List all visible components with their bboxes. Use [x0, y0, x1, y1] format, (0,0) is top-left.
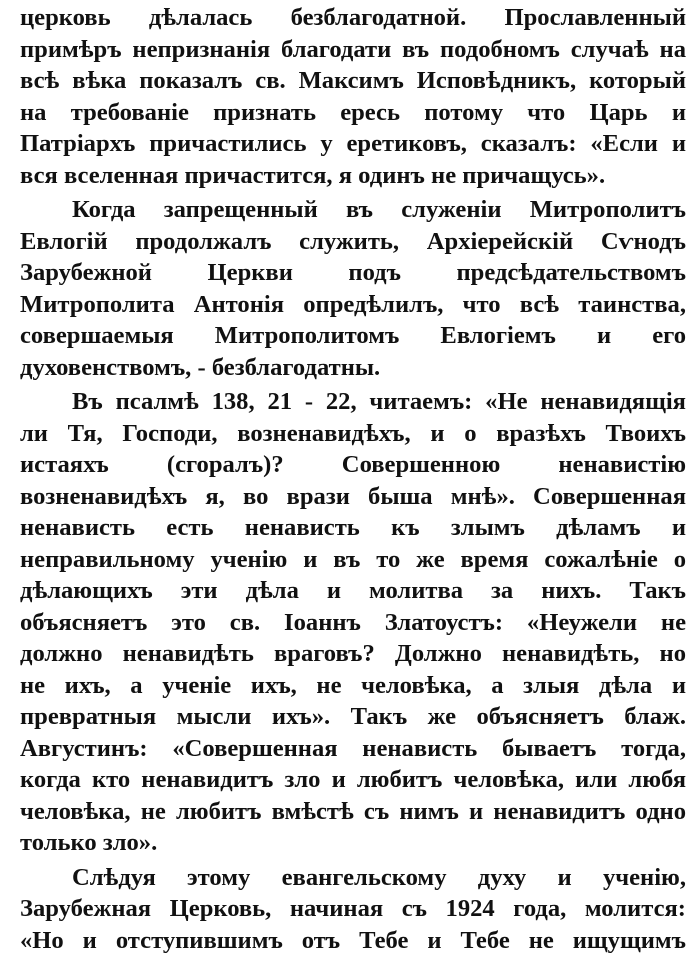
text-line: Митрополита Антонія опредѣлилъ, что всѣ таинства,: [20, 289, 686, 321]
text-line: когда кто ненавидитъ зло и любитъ человѣка, или любя: [20, 764, 686, 796]
paragraph: [20, 2, 686, 191]
text-line: превратныя мысли ихъ». Такъ же объясняетъ блаж.: [20, 701, 686, 733]
text-line: на требованіе признать ересь потому что Царь и: [20, 97, 686, 129]
text-line: только зло».: [20, 827, 686, 859]
text-body: [20, 2, 686, 956]
text-line: церковь дѣлалась безблагодатной. Прославленный: [20, 2, 686, 34]
text-line: Когда запрещенный въ служеніи Митрополитъ: [20, 194, 686, 226]
text-line: примѣръ непризнанія благодати въ подобномъ случаѣ на: [20, 34, 686, 66]
text-line: ли Тя, Господи, возненавидѣхъ, и о вразѣхъ Твоихъ: [20, 418, 686, 450]
text-line: не ихъ, а ученіе ихъ, не человѣка, а злыя дѣла и: [20, 670, 686, 702]
text-line: истаяхъ (сгоралъ)? Совершенною ненавистію: [20, 449, 686, 481]
text-line: духовенствомъ, - безблагодатны.: [20, 352, 686, 384]
text-line: всѣ вѣка показалъ св. Максимъ Исповѣдникъ, который: [20, 65, 686, 97]
text-line: Патріархъ причастились у еретиковъ, сказалъ: «Если и: [20, 128, 686, 160]
text-line: возненавидѣхъ я, во врази быша мнѣ». Совершенная: [20, 481, 686, 513]
text-line: Въ псалмѣ 138, 21 - 22, читаемъ: «Не ненавидящія: [20, 386, 686, 418]
text-line: «Но и отступившимъ отъ Тебе и Тебе не ищущимъ: [20, 925, 686, 956]
text-line: Евлогій продолжалъ служить, Архіерейскій Сѵнодъ: [20, 226, 686, 258]
text-line: вся вселенная причастится, я одинъ не причащусь».: [20, 160, 686, 192]
text-line: Зарубежная Церковь, начиная съ 1924 года, молится:: [20, 893, 686, 925]
text-line: Августинъ: «Совершенная ненависть бываетъ тогда,: [20, 733, 686, 765]
text-line: человѣка, не любитъ вмѣстѣ съ нимъ и ненавидитъ одно: [20, 796, 686, 828]
text-line: ненависть есть ненависть къ злымъ дѣламъ и: [20, 512, 686, 544]
paragraph: [20, 862, 686, 956]
paragraph: [20, 386, 686, 859]
text-line: должно ненавидѣть враговъ? Должно ненавидѣть, но: [20, 638, 686, 670]
text-line: дѣлающихъ эти дѣла и молитва за нихъ. Такъ: [20, 575, 686, 607]
text-line: Слѣдуя этому евангельскому духу и ученію,: [20, 862, 686, 894]
text-line: совершаемыя Митрополитомъ Евлогіемъ и его: [20, 320, 686, 352]
paragraph: [20, 194, 686, 383]
text-line: Зарубежной Церкви подъ предсѣдательствомъ: [20, 257, 686, 289]
text-line: объясняетъ это св. Іоаннъ Златоустъ: «Неужели не: [20, 607, 686, 639]
text-line: неправильному ученію и въ то же время сожалѣніе о: [20, 544, 686, 576]
